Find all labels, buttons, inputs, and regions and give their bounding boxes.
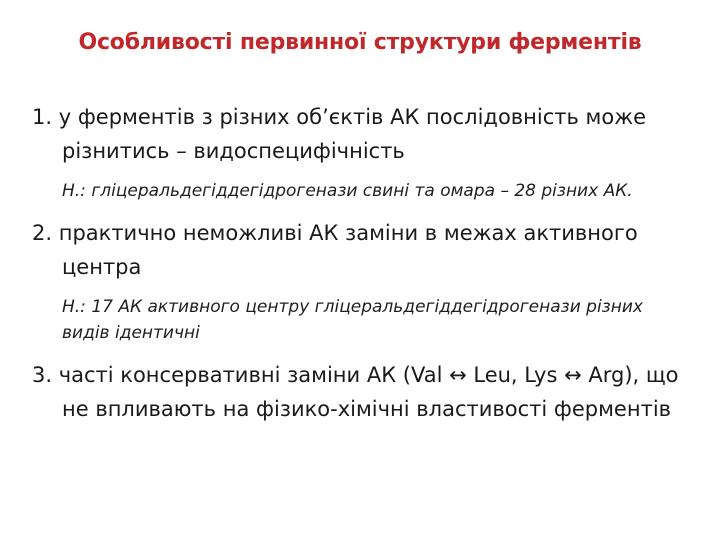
example-1: Н.: гліцеральдегіддегідрогенази свині та омара – 28 різних АК. <box>62 181 633 201</box>
point-1: 1. у ферментів з різних об’єктів АК послідовність може різнитись – видоспецифічність <box>32 105 647 163</box>
slide-title: Особливості первинної структури ферментів <box>78 30 642 55</box>
point-2: 2. практично неможливі АК заміни в межах активного центра <box>32 221 638 279</box>
example-2: Н.: 17 АК активного центру гліцеральдегіддегідрогенази різних видів ідентичні <box>62 297 643 343</box>
point-3: 3. часті консервативні заміни АК (Val ↔ Leu, Lys ↔ Arg), що не впливають на фізико-хімічні властивості ферментів <box>32 363 679 421</box>
slide-content <box>32 100 692 426</box>
